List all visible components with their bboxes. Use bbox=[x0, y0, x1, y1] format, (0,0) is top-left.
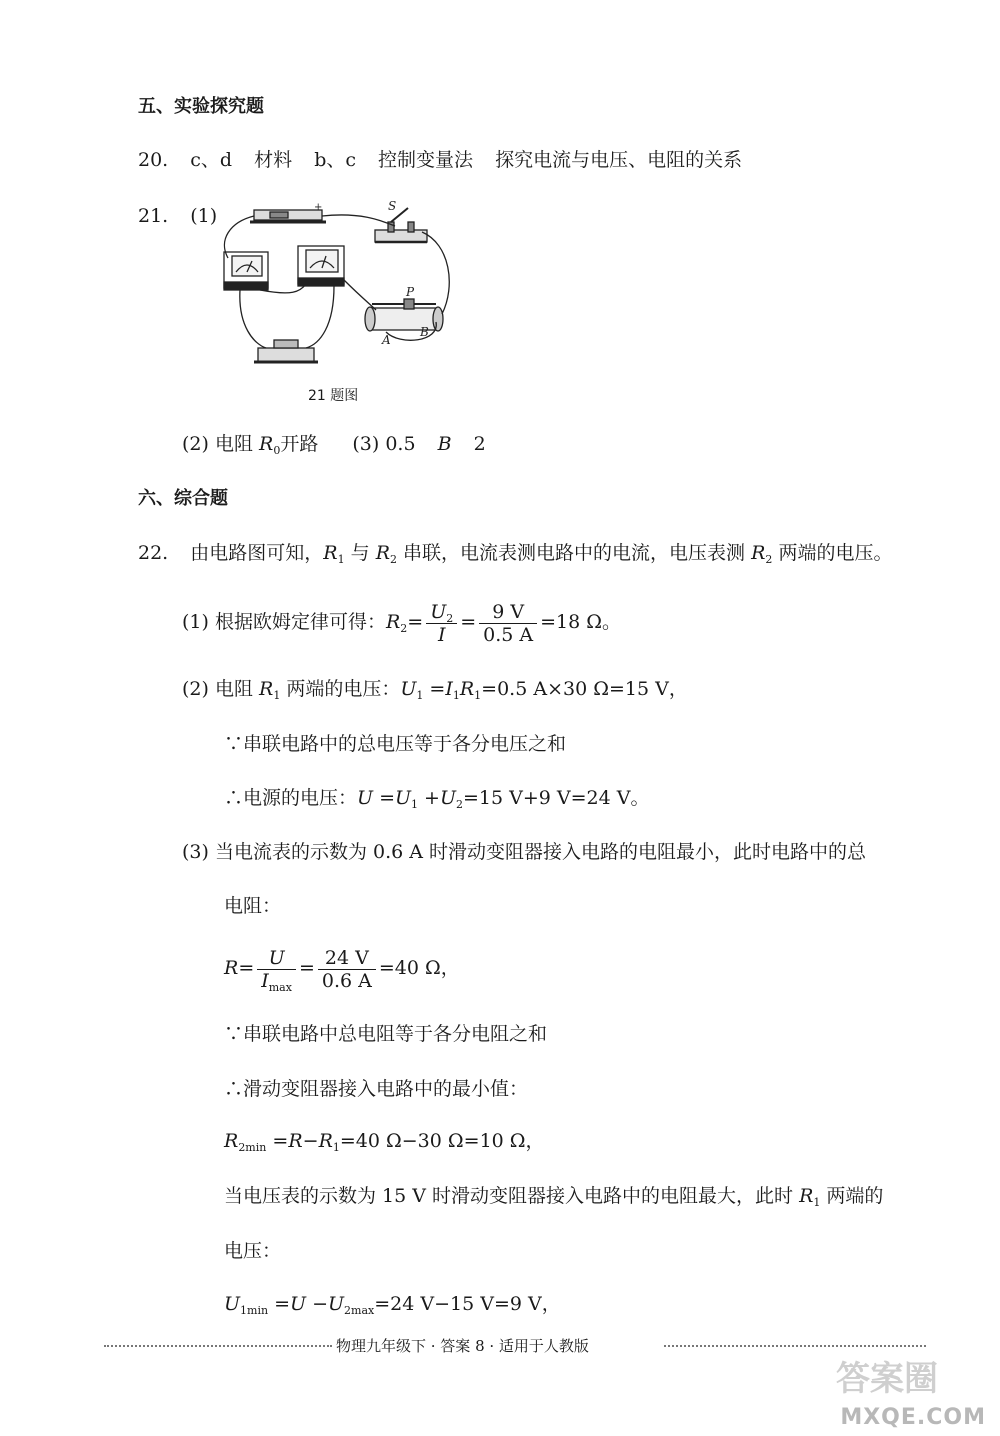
q22-part-3-line-1: (3) 当电流表的示数为 0.6 A 时滑动变阻器接入电路的电阻最小，此时电路中的总 bbox=[182, 841, 867, 863]
q22-part-3-resistance: R= $\frac{U}{I_{max}}$ = $\frac{24 V}{0.6 A}$ =40 Ω， bbox=[224, 946, 460, 994]
numerator-9v: 9 V bbox=[479, 601, 537, 624]
q20-answer-2: 材料 bbox=[254, 149, 293, 171]
q22-number: 22. bbox=[138, 542, 169, 564]
q22-p2c-equation: =15 V+9 V=24 V。 bbox=[463, 787, 650, 809]
voltmeter-icon bbox=[298, 246, 344, 286]
svg-text:+: + bbox=[314, 202, 323, 213]
page-footer bbox=[104, 1334, 926, 1358]
q22-part-3-reason: ∵串联电路中总电阻等于各分电阻之和 bbox=[224, 1023, 548, 1045]
slider-label: P bbox=[406, 285, 415, 299]
r2-subscript: 2 bbox=[390, 553, 397, 566]
question-21-part-2 bbox=[182, 431, 486, 457]
q20-answer-1: c、d bbox=[190, 149, 233, 171]
q21-part-2-label: (2) 电阻 bbox=[182, 433, 253, 455]
r1-symbol-p3g: R bbox=[799, 1185, 814, 1207]
r1-subscript-p3g: 1 bbox=[813, 1196, 821, 1209]
rheostat-icon bbox=[365, 285, 443, 347]
r1-symbol-p2b: R bbox=[459, 678, 475, 700]
q22-p1-result: =18 Ω。 bbox=[540, 611, 622, 633]
q22-part-3-min-value: $R_{2min} =R-R_1=40$ Ω−30 Ω=10 Ω， bbox=[224, 1130, 545, 1154]
watermark-site: MXQE.COM bbox=[840, 1405, 986, 1430]
i-symbol: I bbox=[437, 623, 446, 646]
r2min-subscript: 2min bbox=[238, 1141, 267, 1154]
r1-symbol-p2: R bbox=[259, 678, 274, 700]
q20-answer-3: b、c bbox=[314, 149, 356, 171]
r1-subscript-min: 1 bbox=[332, 1141, 340, 1154]
equals-2: = bbox=[460, 611, 477, 633]
numerator-24v: 24 V bbox=[318, 947, 376, 970]
section-6-heading: 六、综合题 bbox=[138, 488, 228, 509]
q22-part-3-min-intro: ∴滑动变阻器接入电路中的最小值： bbox=[224, 1078, 529, 1100]
r1-subscript-p2: 1 bbox=[273, 689, 281, 702]
q22-p2-equation: =0.5 A×30 Ω=15 V， bbox=[481, 678, 688, 700]
r0-symbol: R bbox=[259, 433, 274, 455]
fraction-values-p3 bbox=[318, 947, 376, 992]
switch-icon bbox=[375, 199, 427, 242]
section-5-heading: 五、实验探究题 bbox=[138, 96, 264, 117]
q21-part-3-value: (3) 0.5 bbox=[352, 433, 416, 455]
r-symbol-min: R bbox=[224, 1130, 239, 1152]
r1-symbol-min: R bbox=[318, 1130, 333, 1152]
question-20 bbox=[138, 147, 742, 173]
u-symbol-p3: U bbox=[257, 947, 296, 970]
u-symbol-total: U bbox=[290, 1293, 307, 1315]
denominator-05a: 0.5 A bbox=[483, 623, 534, 646]
q22-p3g-text-1: 当电压表的示数为 15 V 时滑动变阻器接入电路中的电阻最大，此时 bbox=[224, 1185, 800, 1207]
q21-number: 21. bbox=[138, 205, 169, 227]
footer-text: 物理九年级下 · 答案 8 · 适用于人教版 bbox=[336, 1337, 589, 1355]
q22-part-3-max-intro bbox=[224, 1183, 883, 1209]
r2-symbol-p1: R bbox=[385, 611, 401, 633]
u2max-subscript: 2max bbox=[344, 1304, 375, 1317]
q22-p2-mid: 两端的电压： bbox=[280, 678, 401, 700]
fraction-values bbox=[479, 601, 537, 646]
u-symbol-p2c: U bbox=[357, 787, 374, 809]
u2-symbol-p2c: U bbox=[439, 787, 456, 809]
q22-intro-text-3: 串联，电流表测电路中的电流，电压表测 bbox=[397, 542, 752, 564]
question-21-part-1 bbox=[138, 203, 217, 229]
resistor-icon bbox=[254, 340, 318, 362]
i1-subscript: 1 bbox=[452, 689, 460, 702]
q22-p1-lead: (1) 根据欧姆定律可得： bbox=[182, 611, 386, 633]
r2-symbol: R bbox=[375, 542, 390, 564]
u1-subscript-p2c: 1 bbox=[411, 798, 419, 811]
q22-p3g-text-2: 两端的 bbox=[820, 1185, 884, 1207]
battery-icon bbox=[250, 202, 326, 222]
q22-p2-lead: (2) 电阻 bbox=[182, 678, 259, 700]
q22-p3f-equation: =40 Ω−30 Ω=10 Ω， bbox=[339, 1130, 545, 1152]
u-symbol-u1min: U bbox=[224, 1293, 241, 1315]
q20-answer-4: 控制变量法 bbox=[378, 149, 474, 171]
q22-intro-text-1: 由电路图可知， bbox=[190, 542, 324, 564]
u1-subscript: 1 bbox=[416, 689, 424, 702]
r0-subscript: 0 bbox=[273, 444, 281, 457]
q21-part-1-label: (1) bbox=[190, 205, 218, 227]
denominator-06a: 0.6 A bbox=[321, 969, 372, 992]
fraction-u-over-imax bbox=[257, 947, 296, 992]
u1min-subscript: 1min bbox=[240, 1304, 269, 1317]
q22-part-1 bbox=[182, 598, 621, 646]
q22-part-3-u1min: $U_{1min} =U -U_{2max}=24$ V−15 V=9 V， bbox=[224, 1293, 561, 1317]
u1-symbol: U bbox=[400, 678, 417, 700]
q20-answer-5: 探究电流与电压、电阻的关系 bbox=[495, 149, 743, 171]
i-symbol-p3: I bbox=[261, 969, 269, 992]
r-symbol-min-2: R bbox=[288, 1130, 303, 1152]
equals-1: = bbox=[407, 611, 424, 633]
q21-part-2-answer: 开路 bbox=[280, 433, 319, 455]
q22-intro-text-2: 与 bbox=[344, 542, 376, 564]
r2-symbol-2: R bbox=[751, 542, 766, 564]
terminal-b-label: B bbox=[420, 325, 429, 339]
u1-symbol-p2c: U bbox=[395, 787, 412, 809]
q20-number: 20. bbox=[138, 149, 169, 171]
q22-part-2-result: ∴电源的电压：$U =U_1 +U_2=15$ V+9 V=24 V。 bbox=[224, 787, 650, 811]
q22-p2c-lead: ∴电源的电压： bbox=[224, 787, 358, 809]
q22-p3i-equation: =24 V−15 V=9 V， bbox=[374, 1293, 561, 1315]
q22-intro-text-4: 两端的电压。 bbox=[772, 542, 893, 564]
q22-part-3-line-2: 电阻： bbox=[224, 895, 282, 917]
r1-subscript: 1 bbox=[337, 553, 345, 566]
q22-part-2-reason: ∵串联电路中的总电压等于各分电压之和 bbox=[224, 733, 567, 755]
terminal-a-label: A bbox=[382, 333, 391, 347]
footer-dots-left bbox=[104, 1345, 332, 1347]
ammeter-icon bbox=[224, 252, 268, 290]
r2-subscript-2: 2 bbox=[765, 553, 773, 566]
r1-subscript-p2b: 1 bbox=[474, 689, 482, 702]
footer-dots-right bbox=[664, 1345, 926, 1347]
u-symbol: U bbox=[430, 600, 447, 623]
watermark-logo-text: 答案圈 bbox=[836, 1359, 938, 1399]
figure-caption: 21 题图 bbox=[308, 388, 359, 404]
q22-p3c-result: =40 Ω， bbox=[378, 957, 460, 979]
imax-subscript: max bbox=[268, 980, 292, 994]
circuit-diagram bbox=[210, 196, 460, 376]
i1-symbol: I bbox=[445, 678, 453, 700]
r2-subscript-p1: 2 bbox=[400, 622, 408, 635]
u2-subscript: 2 bbox=[446, 611, 454, 625]
q21-part-3-number: 2 bbox=[473, 433, 486, 455]
u-symbol-u2max: U bbox=[328, 1293, 345, 1315]
r1-symbol: R bbox=[323, 542, 338, 564]
fraction-u2-over-i bbox=[426, 601, 457, 646]
q22-part-3-voltage-label: 电压： bbox=[224, 1240, 282, 1262]
switch-label: S bbox=[388, 199, 397, 213]
q21-part-3-terminal: B bbox=[437, 433, 452, 455]
u2-subscript-p2c: 2 bbox=[456, 798, 463, 811]
q22-part-2: (2) 电阻 $R_1$ 两端的电压：$U_1 =I_1R_1=0.5$ A×30 Ω=15 V， bbox=[182, 678, 688, 702]
r-symbol-p3: R bbox=[224, 957, 239, 979]
question-22-intro bbox=[138, 540, 892, 566]
